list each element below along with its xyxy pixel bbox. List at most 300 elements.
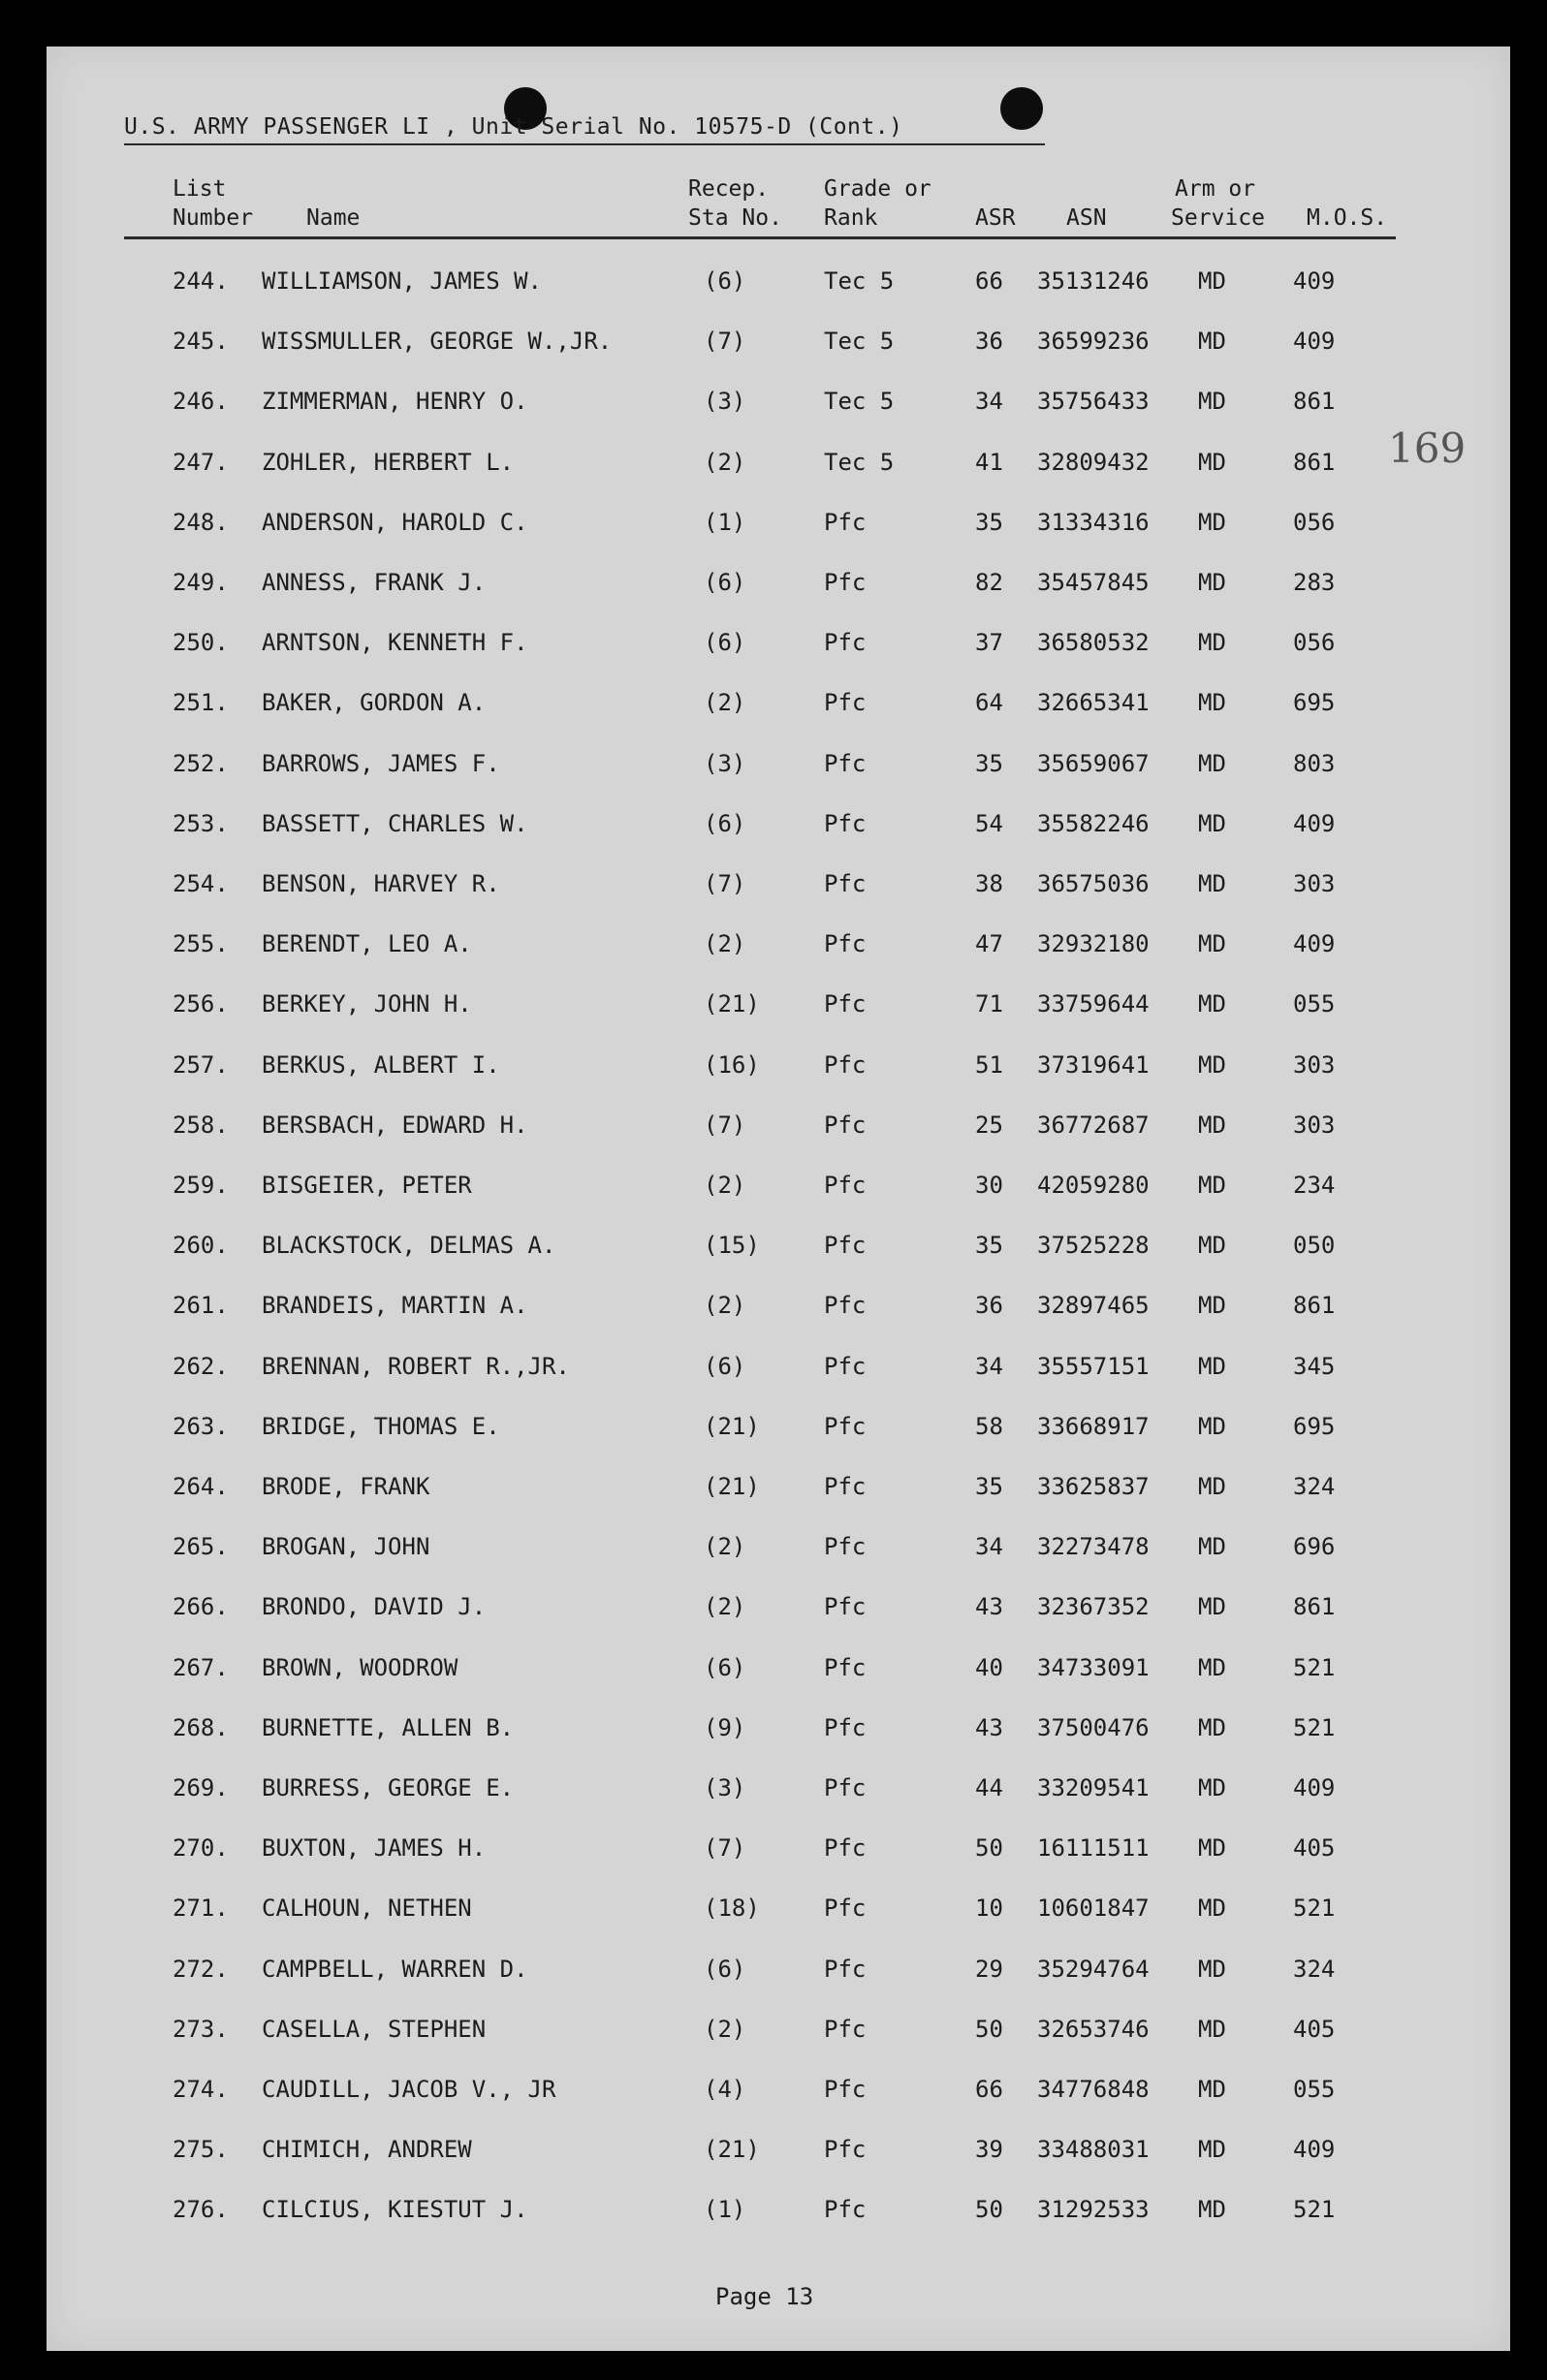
cell-station: (7) <box>704 328 746 355</box>
cell-arm-service: MD <box>1198 1956 1226 1983</box>
header-arm: Arm or Service <box>1171 176 1265 231</box>
cell-rank: Pfc <box>824 1654 867 1681</box>
table-row <box>0 1232 1547 1270</box>
cell-asn: 32273478 <box>1037 1533 1150 1560</box>
cell-asr: 35 <box>975 750 1003 777</box>
cell-asn: 37500476 <box>1037 1714 1150 1741</box>
cell-station: (9) <box>704 1714 746 1741</box>
cell-name: BUXTON, JAMES H. <box>262 1834 487 1862</box>
cell-rank: Pfc <box>824 1895 867 1922</box>
cell-asr: 25 <box>975 1112 1003 1139</box>
cell-station: (6) <box>704 810 746 837</box>
cell-name: BERKUS, ALBERT I. <box>262 1051 500 1079</box>
table-row <box>0 990 1547 1029</box>
cell-mos: 234 <box>1293 1172 1336 1199</box>
cell-list-number: 244. <box>173 267 229 295</box>
cell-asr: 50 <box>975 1834 1003 1862</box>
cell-arm-service: MD <box>1198 2016 1226 2043</box>
cell-arm-service: MD <box>1198 2136 1226 2163</box>
cell-asr: 66 <box>975 2076 1003 2103</box>
cell-rank: Pfc <box>824 1232 867 1259</box>
table-row <box>0 2076 1547 2114</box>
cell-station: (7) <box>704 1834 746 1862</box>
cell-name: BROGAN, JOHN <box>262 1533 430 1560</box>
cell-mos: 861 <box>1293 388 1336 415</box>
cell-station: (6) <box>704 267 746 295</box>
cell-mos: 409 <box>1293 2136 1336 2163</box>
header-station: Recep. Sta No. <box>688 176 782 231</box>
cell-list-number: 246. <box>173 388 229 415</box>
cell-name: ZIMMERMAN, HENRY O. <box>262 388 528 415</box>
cell-station: (21) <box>704 990 760 1018</box>
cell-asr: 50 <box>975 2196 1003 2223</box>
cell-mos: 050 <box>1293 1232 1336 1259</box>
page-number: Page 13 <box>715 2283 814 2310</box>
cell-name: BERENDT, LEO A. <box>262 930 472 957</box>
cell-station: (2) <box>704 689 746 716</box>
cell-mos: 055 <box>1293 990 1336 1018</box>
cell-mos: 696 <box>1293 1533 1336 1560</box>
cell-asr: 36 <box>975 1292 1003 1319</box>
cell-asn: 33625837 <box>1037 1473 1150 1500</box>
cell-mos: 803 <box>1293 750 1336 777</box>
table-row <box>0 328 1547 366</box>
cell-arm-service: MD <box>1198 1714 1226 1741</box>
cell-rank: Pfc <box>824 1413 867 1440</box>
cell-rank: Pfc <box>824 1112 867 1139</box>
cell-name: BROWN, WOODROW <box>262 1654 458 1681</box>
cell-arm-service: MD <box>1198 629 1226 656</box>
table-row <box>0 1413 1547 1452</box>
cell-station: (2) <box>704 1593 746 1620</box>
cell-rank: Pfc <box>824 1353 867 1380</box>
table-row <box>0 1051 1547 1090</box>
cell-mos: 409 <box>1293 930 1336 957</box>
header-asr: ASR <box>975 205 1016 231</box>
cell-name: BLACKSTOCK, DELMAS A. <box>262 1232 556 1259</box>
table-row <box>0 1112 1547 1150</box>
cell-rank: Pfc <box>824 1593 867 1620</box>
cell-list-number: 254. <box>173 870 229 897</box>
cell-mos: 303 <box>1293 870 1336 897</box>
cell-asr: 44 <box>975 1774 1003 1801</box>
cell-asn: 31292533 <box>1037 2196 1150 2223</box>
cell-asn: 33209541 <box>1037 1774 1150 1801</box>
cell-name: BERSBACH, EDWARD H. <box>262 1112 528 1139</box>
table-row <box>0 267 1547 306</box>
title-underline <box>124 143 1045 145</box>
cell-name: CHIMICH, ANDREW <box>262 2136 472 2163</box>
cell-list-number: 272. <box>173 1956 229 1983</box>
cell-list-number: 267. <box>173 1654 229 1681</box>
cell-mos: 055 <box>1293 2076 1336 2103</box>
cell-list-number: 252. <box>173 750 229 777</box>
table-row <box>0 2136 1547 2175</box>
cell-asr: 35 <box>975 1232 1003 1259</box>
cell-mos: 521 <box>1293 1714 1336 1741</box>
cell-asn: 33488031 <box>1037 2136 1150 2163</box>
cell-asr: 34 <box>975 1353 1003 1380</box>
cell-rank: Pfc <box>824 1473 867 1500</box>
header-name: Name <box>306 205 361 231</box>
cell-asn: 37319641 <box>1037 1051 1150 1079</box>
cell-station: (7) <box>704 1112 746 1139</box>
cell-list-number: 245. <box>173 328 229 355</box>
table-row <box>0 1292 1547 1331</box>
cell-name: BURRESS, GEORGE E. <box>262 1774 515 1801</box>
cell-station: (21) <box>704 1473 760 1500</box>
table-row <box>0 2196 1547 2235</box>
cell-station: (3) <box>704 1774 746 1801</box>
cell-arm-service: MD <box>1198 810 1226 837</box>
cell-list-number: 248. <box>173 509 229 536</box>
cell-asr: 40 <box>975 1654 1003 1681</box>
cell-station: (6) <box>704 1353 746 1380</box>
cell-name: BURNETTE, ALLEN B. <box>262 1714 515 1741</box>
cell-mos: 056 <box>1293 629 1336 656</box>
cell-asr: 35 <box>975 1473 1003 1500</box>
cell-name: BISGEIER, PETER <box>262 1172 472 1199</box>
cell-asr: 47 <box>975 930 1003 957</box>
cell-asn: 36580532 <box>1037 629 1150 656</box>
cell-mos: 056 <box>1293 509 1336 536</box>
cell-rank: Tec 5 <box>824 267 895 295</box>
cell-rank: Pfc <box>824 1051 867 1079</box>
cell-name: BRANDEIS, MARTIN A. <box>262 1292 528 1319</box>
cell-list-number: 253. <box>173 810 229 837</box>
cell-list-number: 255. <box>173 930 229 957</box>
cell-station: (2) <box>704 1533 746 1560</box>
cell-list-number: 249. <box>173 569 229 596</box>
cell-asn: 36772687 <box>1037 1112 1150 1139</box>
cell-arm-service: MD <box>1198 1774 1226 1801</box>
cell-mos: 303 <box>1293 1112 1336 1139</box>
cell-arm-service: MD <box>1198 1895 1226 1922</box>
cell-arm-service: MD <box>1198 267 1226 295</box>
cell-asr: 51 <box>975 1051 1003 1079</box>
cell-arm-service: MD <box>1198 1654 1226 1681</box>
cell-station: (6) <box>704 1654 746 1681</box>
cell-mos: 861 <box>1293 1292 1336 1319</box>
cell-station: (2) <box>704 930 746 957</box>
cell-mos: 861 <box>1293 1593 1336 1620</box>
cell-name: CASELLA, STEPHEN <box>262 2016 487 2043</box>
cell-mos: 405 <box>1293 1834 1336 1862</box>
cell-asn: 34776848 <box>1037 2076 1150 2103</box>
cell-mos: 324 <box>1293 1473 1336 1500</box>
cell-name: BRONDO, DAVID J. <box>262 1593 487 1620</box>
cell-asn: 33759644 <box>1037 990 1150 1018</box>
cell-list-number: 263. <box>173 1413 229 1440</box>
table-row <box>0 1172 1547 1210</box>
cell-asn: 32367352 <box>1037 1593 1150 1620</box>
cell-mos: 345 <box>1293 1353 1336 1380</box>
cell-rank: Pfc <box>824 1956 867 1983</box>
header-grade: Grade or Rank <box>824 176 931 231</box>
cell-name: BERKEY, JOHN H. <box>262 990 472 1018</box>
cell-mos: 409 <box>1293 810 1336 837</box>
cell-mos: 861 <box>1293 449 1336 476</box>
cell-mos: 324 <box>1293 1956 1336 1983</box>
table-row <box>0 509 1547 548</box>
cell-list-number: 276. <box>173 2196 229 2223</box>
cell-asr: 66 <box>975 267 1003 295</box>
cell-list-number: 258. <box>173 1112 229 1139</box>
cell-asn: 32932180 <box>1037 930 1150 957</box>
cell-station: (16) <box>704 1051 760 1079</box>
table-row <box>0 1473 1547 1512</box>
cell-asn: 36575036 <box>1037 870 1150 897</box>
cell-name: WILLIAMSON, JAMES W. <box>262 267 542 295</box>
cell-rank: Pfc <box>824 2136 867 2163</box>
cell-list-number: 262. <box>173 1353 229 1380</box>
cell-station: (3) <box>704 750 746 777</box>
cell-asn: 35294764 <box>1037 1956 1150 1983</box>
cell-arm-service: MD <box>1198 930 1226 957</box>
header-mos: M.O.S. <box>1307 205 1388 231</box>
table-row <box>0 1593 1547 1632</box>
cell-arm-service: MD <box>1198 328 1226 355</box>
cell-arm-service: MD <box>1198 689 1226 716</box>
cell-asn: 36599236 <box>1037 328 1150 355</box>
cell-asn: 10601847 <box>1037 1895 1150 1922</box>
cell-rank: Pfc <box>824 1774 867 1801</box>
cell-mos: 521 <box>1293 1654 1336 1681</box>
cell-rank: Pfc <box>824 509 867 536</box>
cell-rank: Pfc <box>824 689 867 716</box>
margin-page-number: 169 <box>1388 424 1467 472</box>
cell-mos: 521 <box>1293 2196 1336 2223</box>
cell-arm-service: MD <box>1198 449 1226 476</box>
cell-name: ANNESS, FRANK J. <box>262 569 487 596</box>
cell-station: (2) <box>704 2016 746 2043</box>
cell-rank: Pfc <box>824 2196 867 2223</box>
cell-station: (21) <box>704 2136 760 2163</box>
cell-asn: 33668917 <box>1037 1413 1150 1440</box>
cell-asn: 32809432 <box>1037 449 1150 476</box>
cell-rank: Pfc <box>824 2076 867 2103</box>
cell-name: CAUDILL, JACOB V., JR <box>262 2076 556 2103</box>
cell-asr: 41 <box>975 449 1003 476</box>
cell-arm-service: MD <box>1198 2076 1226 2103</box>
cell-asr: 82 <box>975 569 1003 596</box>
cell-rank: Pfc <box>824 990 867 1018</box>
table-row <box>0 750 1547 789</box>
cell-asr: 36 <box>975 328 1003 355</box>
cell-mos: 521 <box>1293 1895 1336 1922</box>
cell-asr: 43 <box>975 1593 1003 1620</box>
cell-mos: 303 <box>1293 1051 1336 1079</box>
cell-rank: Pfc <box>824 1834 867 1862</box>
table-row <box>0 2016 1547 2054</box>
cell-station: (6) <box>704 1956 746 1983</box>
cell-name: ANDERSON, HAROLD C. <box>262 509 528 536</box>
cell-list-number: 260. <box>173 1232 229 1259</box>
cell-rank: Tec 5 <box>824 449 895 476</box>
table-row <box>0 810 1547 849</box>
cell-arm-service: MD <box>1198 1533 1226 1560</box>
cell-asn: 35756433 <box>1037 388 1150 415</box>
cell-list-number: 273. <box>173 2016 229 2043</box>
cell-mos: 283 <box>1293 569 1336 596</box>
table-row <box>0 1353 1547 1392</box>
cell-name: CALHOUN, NETHEN <box>262 1895 472 1922</box>
cell-rank: Pfc <box>824 1714 867 1741</box>
cell-list-number: 261. <box>173 1292 229 1319</box>
cell-list-number: 264. <box>173 1473 229 1500</box>
cell-arm-service: MD <box>1198 750 1226 777</box>
cell-list-number: 269. <box>173 1774 229 1801</box>
cell-station: (7) <box>704 870 746 897</box>
cell-name: BRENNAN, ROBERT R.,JR. <box>262 1353 570 1380</box>
cell-rank: Tec 5 <box>824 328 895 355</box>
cell-rank: Tec 5 <box>824 388 895 415</box>
table-row <box>0 1956 1547 1994</box>
cell-asr: 37 <box>975 629 1003 656</box>
cell-asn: 35557151 <box>1037 1353 1150 1380</box>
cell-name: CILCIUS, KIESTUT J. <box>262 2196 528 2223</box>
cell-asr: 30 <box>975 1172 1003 1199</box>
cell-arm-service: MD <box>1198 1834 1226 1862</box>
cell-station: (15) <box>704 1232 760 1259</box>
cell-rank: Pfc <box>824 1292 867 1319</box>
cell-name: BARROWS, JAMES F. <box>262 750 500 777</box>
cell-list-number: 274. <box>173 2076 229 2103</box>
table-row <box>0 569 1547 608</box>
table-row <box>0 449 1547 487</box>
cell-name: ZOHLER, HERBERT L. <box>262 449 515 476</box>
cell-rank: Pfc <box>824 1172 867 1199</box>
cell-mos: 405 <box>1293 2016 1336 2043</box>
cell-station: (2) <box>704 449 746 476</box>
cell-station: (3) <box>704 388 746 415</box>
cell-asn: 35131246 <box>1037 267 1150 295</box>
cell-asr: 58 <box>975 1413 1003 1440</box>
cell-arm-service: MD <box>1198 1112 1226 1139</box>
cell-asn: 32653746 <box>1037 2016 1150 2043</box>
cell-station: (2) <box>704 1172 746 1199</box>
cell-arm-service: MD <box>1198 509 1226 536</box>
cell-rank: Pfc <box>824 629 867 656</box>
document-title: U.S. ARMY PASSENGER LI , Unit Serial No. 10575-D (Cont.) <box>124 114 903 140</box>
table-row <box>0 1774 1547 1813</box>
table-row <box>0 629 1547 668</box>
cell-rank: Pfc <box>824 569 867 596</box>
cell-asr: 29 <box>975 1956 1003 1983</box>
cell-asn: 37525228 <box>1037 1232 1150 1259</box>
cell-name: WISSMULLER, GEORGE W.,JR. <box>262 328 613 355</box>
cell-asr: 39 <box>975 2136 1003 2163</box>
cell-rank: Pfc <box>824 810 867 837</box>
cell-list-number: 268. <box>173 1714 229 1741</box>
cell-name: BASSETT, CHARLES W. <box>262 810 528 837</box>
table-row <box>0 689 1547 728</box>
cell-asn: 32897465 <box>1037 1292 1150 1319</box>
cell-asn: 35457845 <box>1037 569 1150 596</box>
cell-asr: 54 <box>975 810 1003 837</box>
cell-asr: 38 <box>975 870 1003 897</box>
cell-station: (6) <box>704 629 746 656</box>
cell-asr: 10 <box>975 1895 1003 1922</box>
cell-mos: 409 <box>1293 1774 1336 1801</box>
cell-asn: 31334316 <box>1037 509 1150 536</box>
cell-station: (1) <box>704 509 746 536</box>
cell-rank: Pfc <box>824 870 867 897</box>
cell-mos: 409 <box>1293 267 1336 295</box>
cell-list-number: 250. <box>173 629 229 656</box>
table-row <box>0 870 1547 909</box>
cell-asr: 34 <box>975 1533 1003 1560</box>
cell-asr: 43 <box>975 1714 1003 1741</box>
cell-arm-service: MD <box>1198 1593 1226 1620</box>
cell-station: (18) <box>704 1895 760 1922</box>
cell-asn: 35582246 <box>1037 810 1150 837</box>
cell-list-number: 259. <box>173 1172 229 1199</box>
cell-asn: 34733091 <box>1037 1654 1150 1681</box>
cell-asr: 71 <box>975 990 1003 1018</box>
cell-arm-service: MD <box>1198 990 1226 1018</box>
cell-arm-service: MD <box>1198 1051 1226 1079</box>
cell-asr: 35 <box>975 509 1003 536</box>
cell-arm-service: MD <box>1198 1473 1226 1500</box>
table-row <box>0 1834 1547 1873</box>
cell-mos: 695 <box>1293 1413 1336 1440</box>
cell-list-number: 266. <box>173 1593 229 1620</box>
cell-station: (6) <box>704 569 746 596</box>
cell-asn: 16111511 <box>1037 1834 1150 1862</box>
cell-arm-service: MD <box>1198 1292 1226 1319</box>
cell-asr: 50 <box>975 2016 1003 2043</box>
cell-rank: Pfc <box>824 750 867 777</box>
cell-arm-service: MD <box>1198 2196 1226 2223</box>
cell-station: (2) <box>704 1292 746 1319</box>
cell-station: (1) <box>704 2196 746 2223</box>
table-row <box>0 1714 1547 1753</box>
table-row <box>0 1533 1547 1572</box>
cell-rank: Pfc <box>824 930 867 957</box>
cell-name: CAMPBELL, WARREN D. <box>262 1956 528 1983</box>
cell-name: BENSON, HARVEY R. <box>262 870 500 897</box>
table-row <box>0 388 1547 426</box>
cell-asn: 32665341 <box>1037 689 1150 716</box>
cell-name: BRIDGE, THOMAS E. <box>262 1413 500 1440</box>
cell-asr: 64 <box>975 689 1003 716</box>
cell-list-number: 271. <box>173 1895 229 1922</box>
header-list-number: List Number <box>173 176 254 231</box>
cell-arm-service: MD <box>1198 1413 1226 1440</box>
cell-station: (21) <box>704 1413 760 1440</box>
table-row <box>0 1895 1547 1933</box>
cell-arm-service: MD <box>1198 388 1226 415</box>
header-asn: ASN <box>1066 205 1107 231</box>
cell-rank: Pfc <box>824 2016 867 2043</box>
cell-arm-service: MD <box>1198 1353 1226 1380</box>
cell-mos: 409 <box>1293 328 1336 355</box>
cell-arm-service: MD <box>1198 1172 1226 1199</box>
cell-arm-service: MD <box>1198 569 1226 596</box>
cell-list-number: 265. <box>173 1533 229 1560</box>
table-row <box>0 1654 1547 1693</box>
cell-arm-service: MD <box>1198 1232 1226 1259</box>
cell-list-number: 256. <box>173 990 229 1018</box>
table-row <box>0 930 1547 969</box>
cell-asn: 35659067 <box>1037 750 1150 777</box>
cell-arm-service: MD <box>1198 870 1226 897</box>
header-underline <box>124 236 1396 239</box>
cell-rank: Pfc <box>824 1533 867 1560</box>
cell-list-number: 247. <box>173 449 229 476</box>
cell-name: ARNTSON, KENNETH F. <box>262 629 528 656</box>
